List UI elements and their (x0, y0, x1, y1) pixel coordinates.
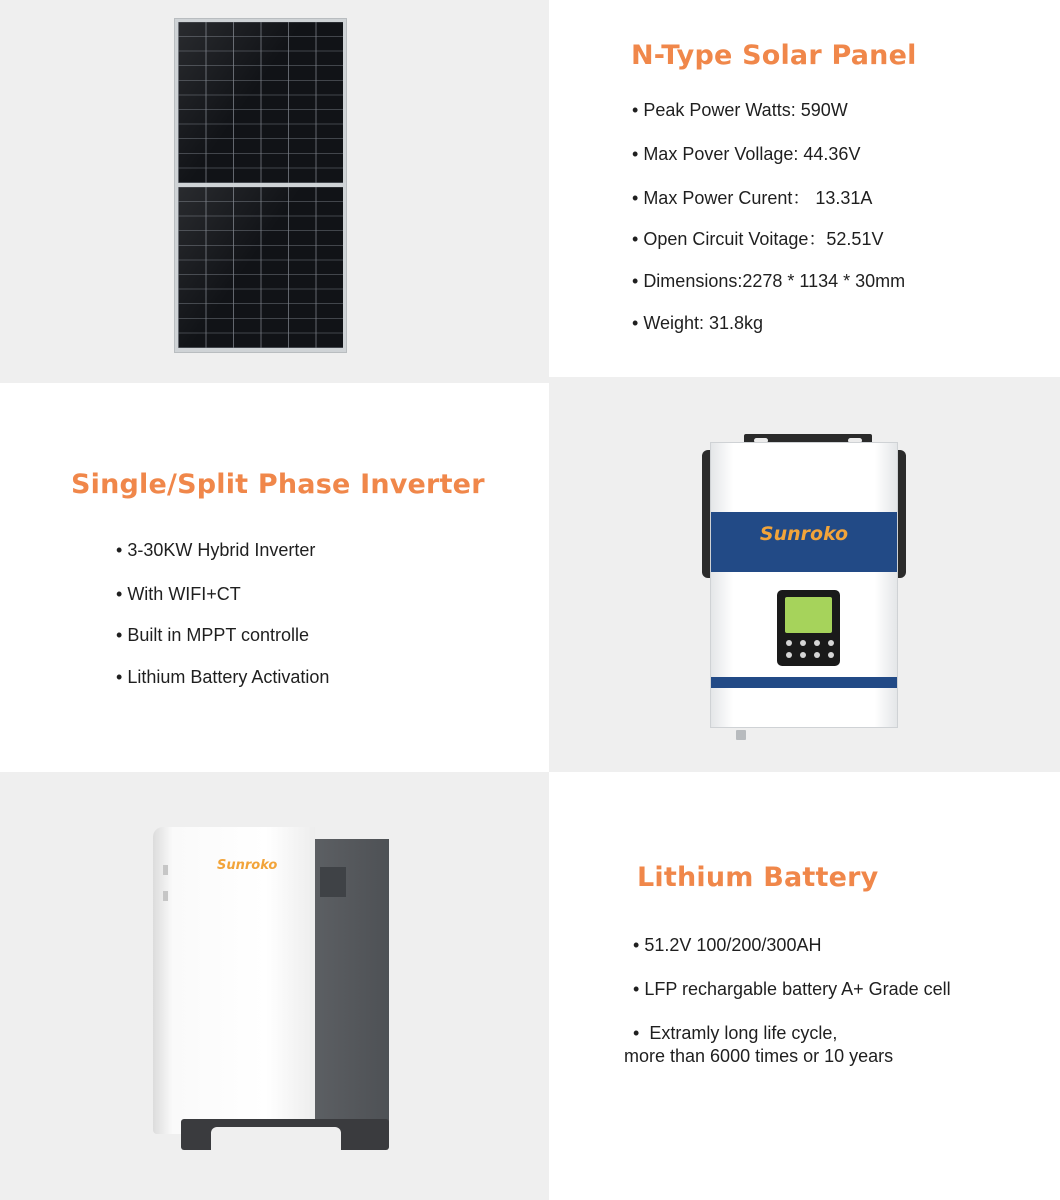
spec-hybrid-inverter: • 3-30KW Hybrid Inverter (116, 539, 315, 562)
inverter-button-icon (814, 640, 820, 646)
battery-image-cell (0, 772, 549, 1200)
battery-image (153, 827, 389, 1150)
inverter-button-icon (786, 652, 792, 658)
solar-panel-image (174, 18, 347, 353)
spec-life-cycle-line1: Extramly long life cycle, (649, 1023, 838, 1043)
spec-max-power-voltage: • Max Pover Vollage: 44.36V (632, 143, 860, 166)
spec-weight: • Weight: 31.8kg (632, 312, 763, 335)
battery-vent (320, 867, 346, 897)
battery-side-panel (315, 839, 389, 1134)
spec-mppt: • Built in MPPT controlle (116, 624, 309, 647)
solar-panel-title: N-Type Solar Panel (631, 40, 917, 71)
inverter-title: Single/Split Phase Inverter (71, 469, 485, 500)
spec-life-cycle (624, 1022, 894, 1068)
inverter-button-icon (800, 640, 806, 646)
inverter-brand-logo: Sunroko (759, 523, 849, 545)
battery-port-icon (163, 865, 168, 875)
inverter-lcd-screen (785, 597, 832, 633)
solar-panel-image-cell (0, 0, 549, 383)
inverter-image-cell (549, 377, 1060, 772)
spec-voltage-capacity: • 51.2V 100/200/300AH (633, 934, 821, 957)
inverter-buttons (784, 640, 834, 648)
inverter-button-icon (828, 652, 834, 658)
inverter-lower-band (711, 677, 897, 688)
spec-dimensions: • Dimensions:2278 * 1134 * 30mm (632, 270, 905, 293)
inverter-body (710, 442, 898, 728)
inverter-image (704, 434, 904, 744)
spec-max-power-current: • Max Power Curent： 13.31A (632, 187, 872, 210)
battery-base (181, 1119, 389, 1150)
solar-panel-spec-cell (549, 0, 1060, 377)
battery-spec-cell (549, 772, 1060, 1200)
solar-panel-lower-half (178, 187, 343, 348)
battery-body (153, 827, 315, 1134)
battery-title: Lithium Battery (637, 862, 879, 893)
inverter-button-icon (800, 652, 806, 658)
inverter-button-icon (828, 640, 834, 646)
solar-panel-upper-half (178, 22, 343, 183)
inverter-button-icon (814, 652, 820, 658)
inverter-spec-cell (0, 383, 549, 772)
battery-port-icon (163, 891, 168, 901)
inverter-cable-port (736, 730, 746, 740)
spec-open-circuit-voltage: • Open Circuit Voitage：52.51V (632, 228, 883, 251)
inverter-control-panel (777, 590, 840, 666)
inverter-button-icon (786, 640, 792, 646)
spec-wifi-ct: • With WIFI+CT (116, 583, 241, 606)
battery-brand-logo: Sunroko (217, 858, 278, 873)
spec-battery-activation: • Lithium Battery Activation (116, 666, 329, 689)
spec-peak-power: • Peak Power Watts: 590W (632, 99, 848, 122)
spec-lfp-cell: • LFP rechargable battery A+ Grade cell (633, 978, 951, 1001)
spec-life-cycle-line2: more than 6000 times or 10 years (624, 1046, 894, 1066)
